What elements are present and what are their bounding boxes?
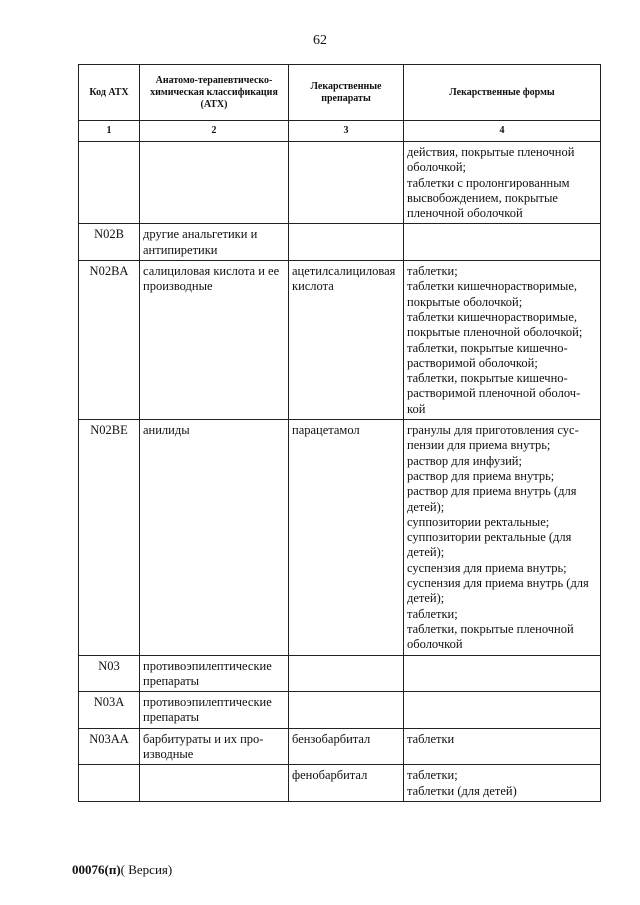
cell-classification	[140, 224, 289, 261]
cell-line: N03	[98, 658, 120, 673]
cell-forms	[404, 728, 601, 765]
cell-line: противоэпилептические препараты	[143, 658, 272, 688]
cell-drug	[289, 420, 404, 655]
cell-atx-code	[79, 655, 140, 692]
cell-line: таблетки кишечнорастворимые, покрытые оболочкой;	[407, 279, 577, 309]
cell-line: противоэпилептические препараты	[143, 695, 272, 725]
header-code: Код АТХ	[79, 65, 140, 121]
table-row	[79, 728, 601, 765]
cell-classification	[140, 142, 289, 224]
column-number: 2	[140, 121, 289, 142]
cell-line: N02BA	[89, 264, 129, 279]
cell-line: таблетки (для детей)	[407, 783, 517, 798]
table-header-row	[79, 65, 601, 121]
cell-forms	[404, 420, 601, 655]
column-number-row	[79, 121, 601, 142]
cell-line: салициловая кислота и ее производные	[143, 264, 280, 294]
table-row	[79, 420, 601, 655]
cell-line: таблетки кишечнорастворимые, покрытые пленочной оболочкой;	[407, 309, 583, 340]
table-row	[79, 692, 601, 729]
cell-line: N03AA	[89, 731, 129, 746]
table-row	[79, 261, 601, 420]
column-number: 1	[79, 121, 140, 142]
table-row	[79, 655, 601, 692]
atx-table	[78, 64, 601, 802]
cell-line: раствор для приема внутрь (для детей);	[407, 484, 577, 514]
header-classification: Анатомо-терапевтическо-химическая классификация (АТХ)	[140, 65, 289, 121]
cell-line: суспензия для приема внутрь;	[407, 560, 567, 575]
cell-line: таблетки;	[407, 264, 458, 279]
cell-forms	[404, 765, 601, 802]
footer-doc-code: 00076(п)	[72, 862, 121, 877]
cell-classification	[140, 692, 289, 729]
cell-classification	[140, 420, 289, 655]
cell-classification	[140, 655, 289, 692]
cell-atx-code	[79, 692, 140, 729]
cell-line: таблетки	[407, 731, 455, 746]
cell-drug	[289, 655, 404, 692]
cell-line: ацетилсалициловая кислота	[292, 264, 396, 294]
cell-atx-code	[79, 765, 140, 802]
cell-line: барбитураты и их про-изводные	[143, 731, 264, 761]
page-number: 62	[313, 33, 327, 48]
cell-line: N03A	[93, 695, 125, 710]
cell-forms	[404, 692, 601, 729]
cell-line: таблетки, покрытые кишечно-растворимой пленочной оболоч-кой	[407, 371, 581, 416]
column-number: 4	[404, 121, 601, 142]
cell-forms	[404, 655, 601, 692]
footer	[72, 862, 172, 878]
table-row	[79, 142, 601, 224]
column-number: 3	[289, 121, 404, 142]
cell-atx-code	[79, 224, 140, 261]
cell-classification	[140, 261, 289, 420]
cell-drug	[289, 261, 404, 420]
cell-line: парацетамол	[292, 423, 360, 438]
footer-version: ( Версия)	[120, 862, 173, 877]
cell-line: суспензия для приема внутрь (для детей);	[407, 576, 589, 606]
cell-line: гранулы для приготовления сус-пензии для приема внутрь;	[407, 423, 579, 453]
header-drugs: Лекарственные препараты	[289, 65, 404, 121]
cell-line: раствор для инфузий;	[407, 453, 522, 468]
cell-classification	[140, 765, 289, 802]
table-row	[79, 765, 601, 802]
cell-line: таблетки, покрытые пленочной оболочкой	[407, 621, 574, 652]
cell-line: таблетки, покрытые кишечно-растворимой оболочкой;	[407, 340, 568, 370]
cell-atx-code	[79, 420, 140, 655]
cell-line: таблетки;	[407, 768, 458, 783]
cell-forms	[404, 142, 601, 224]
cell-drug	[289, 692, 404, 729]
cell-line: суппозитории ректальные;	[407, 514, 550, 529]
cell-classification	[140, 728, 289, 765]
cell-line: другие анальгетики и антипиретики	[143, 227, 258, 257]
cell-line: фенобарбитал	[292, 768, 368, 783]
cell-line: таблетки;	[407, 606, 458, 621]
cell-line: бензобарбитал	[292, 731, 371, 746]
cell-drug	[289, 728, 404, 765]
cell-atx-code	[79, 142, 140, 224]
cell-line: N02BE	[90, 423, 128, 438]
cell-atx-code	[79, 728, 140, 765]
cell-drug	[289, 765, 404, 802]
cell-forms	[404, 224, 601, 261]
cell-line: N02B	[94, 227, 124, 242]
cell-line: действия, покрытые пленочной оболочкой;	[407, 145, 575, 175]
cell-line: раствор для приема внутрь;	[407, 468, 555, 483]
cell-drug	[289, 224, 404, 261]
table-row	[79, 224, 601, 261]
cell-atx-code	[79, 261, 140, 420]
cell-line: таблетки с пролонгированным высвобождением, покрытые пленочной оболочкой	[407, 175, 570, 221]
cell-line: анилиды	[143, 423, 190, 438]
cell-line: суппозитории ректальные (для детей);	[407, 530, 572, 560]
cell-drug	[289, 142, 404, 224]
cell-forms	[404, 261, 601, 420]
header-forms: Лекарственные формы	[404, 65, 601, 121]
